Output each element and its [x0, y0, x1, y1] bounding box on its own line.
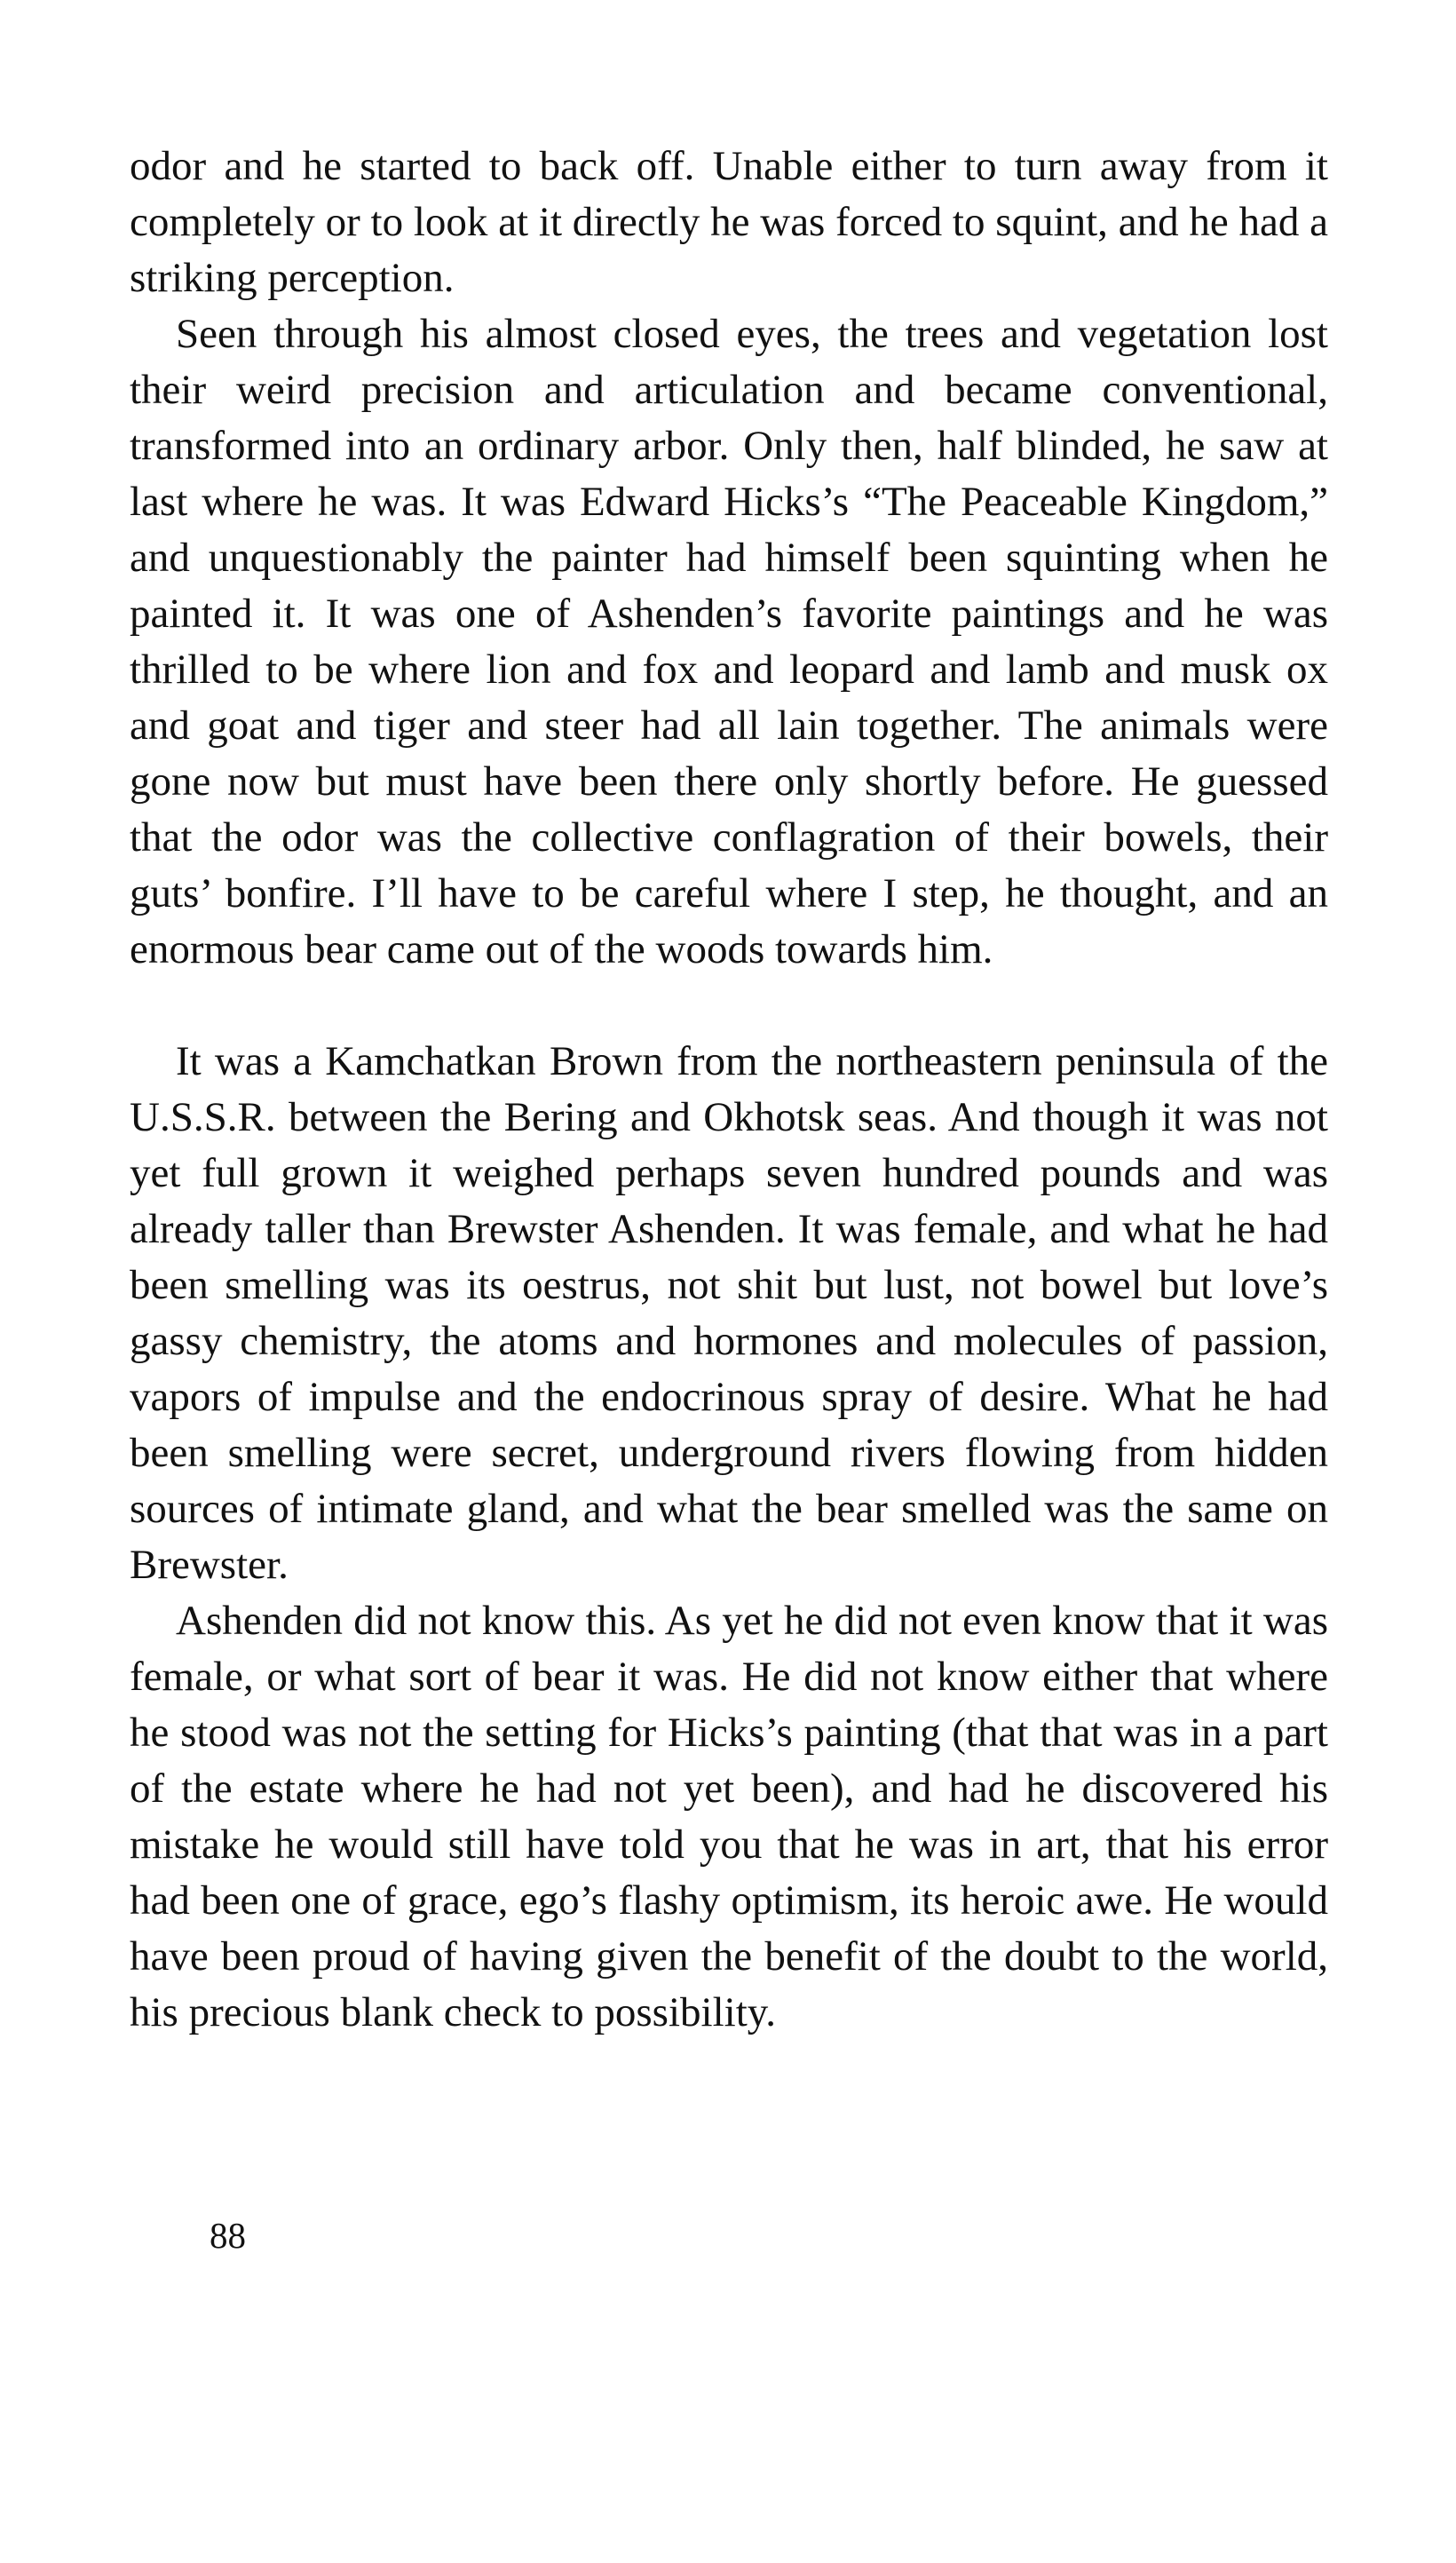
- book-page-text: [130, 139, 1328, 2041]
- paragraph-ashenden-did-not-know: Ashenden did not know this. As yet he did not even know that it was female, or what sort of bear it was. He did not know either that where he stood was not the setting for Hicks’s painting (that that was in a part of the estate where he had not yet been), and had he discovered his mistake he would still have told you that he was in art, that his error had been one of grace, ego’s flashy optimism, its heroic awe. He would have been proud of having given the benefit of the doubt to the world, his precious blank check to possibility.: [130, 1598, 1328, 2035]
- section-break: [130, 978, 1328, 1034]
- paragraph-continuation: odor and he started to back off. Unable either to turn away from it completely or to look at it directly he was forced to squint, and he had a striking perception.: [130, 143, 1328, 301]
- paragraph-peaceable-kingdom: Seen through his almost closed eyes, the trees and vegetation lost their weird precision and articulation and became conventional, transformed into an ordinary arbor. Only then, half blinded, he saw at last where he was. It was Edward Hicks’s “The Peaceable Kingdom,” and unquestionably the painter had himself been squinting when he painted it. It was one of Ashenden’s favorite paintings and he was thrilled to be where lion and fox and leopard and lamb and musk ox and goat and tiger and steer had all lain together. The animals were gone now but must have been there only shortly before. He guessed that the odor was the collective conflagration of their bowels, their guts’ bonfire. I’ll have to be careful where I step, he thought, and an enormous bear came out of the woods towards him.: [130, 311, 1328, 972]
- paragraph-kamchatkan-brown: It was a Kamchatkan Brown from the northeastern peninsula of the U.S.S.R. between the Bering and Okhotsk seas. And though it was not yet full grown it weighed perhaps seven hundred pounds and was already taller than Brewster Ashenden. It was female, and what he had been smelling was its oestrus, not shit but lust, not bowel but love’s gassy chemistry, the atoms and hormones and molecules of passion, vapors of impulse and the endocrinous spray of desire. What he had been smelling were secret, underground rivers flowing from hidden sources of intimate gland, and what the bear smelled was the same on Brewster.: [130, 1038, 1328, 1588]
- page-number: 88: [210, 2215, 246, 2256]
